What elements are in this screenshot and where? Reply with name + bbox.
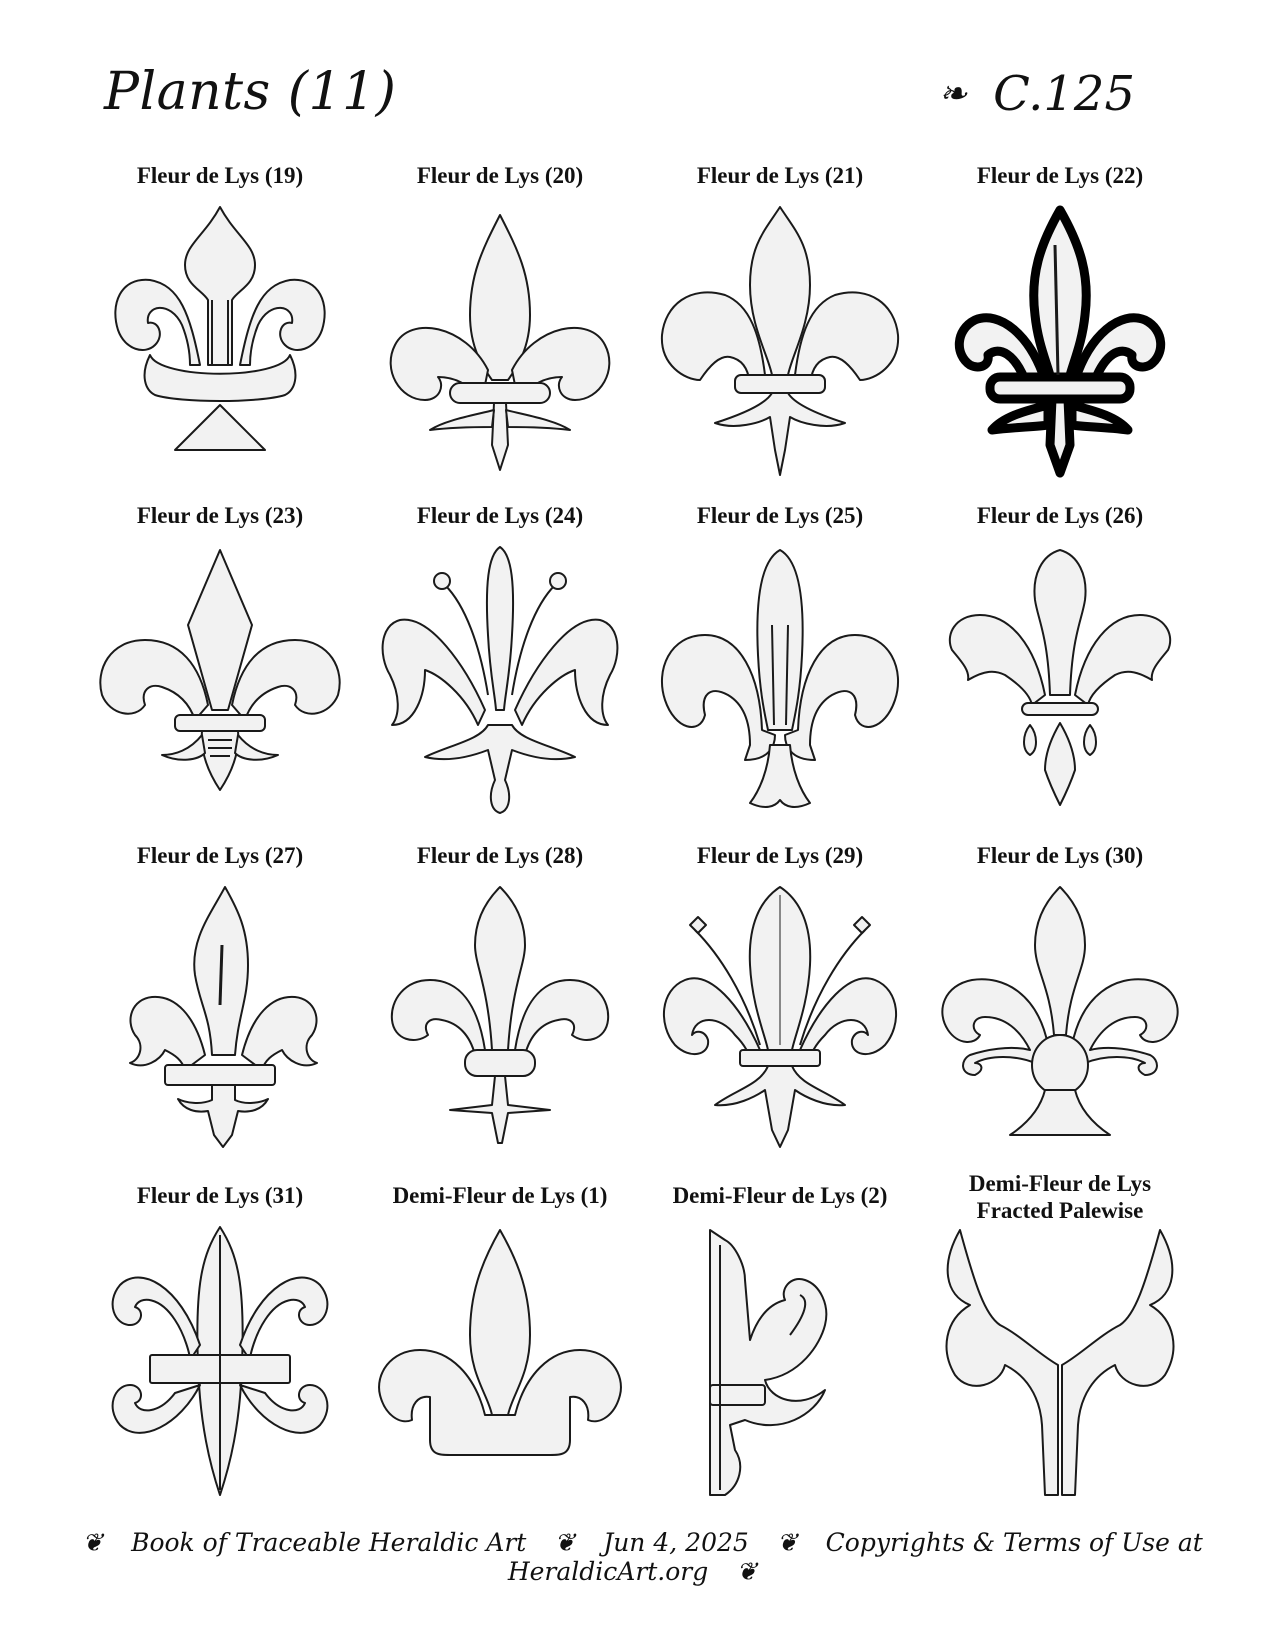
cell-label: Fleur de Lys (31) [136, 1183, 304, 1208]
cell-label-line1: Demi-Fleur de Lys [968, 1171, 1152, 1196]
fleur-de-lys-27-icon [90, 885, 350, 1160]
footer-ornament-icon: ❦ [776, 1528, 798, 1557]
cell-label: Fleur de Lys (30) [976, 843, 1144, 868]
cell-label: Demi-Fleur de Lys (2) [672, 1183, 888, 1208]
footer-ornament-icon: ❦ [736, 1557, 758, 1586]
fleur-de-lys-31-icon [90, 1225, 350, 1500]
fleur-de-lys-21-icon [650, 205, 910, 480]
cell-label-line2: Fracted Palewise [976, 1198, 1144, 1223]
cell-label: Fleur de Lys (22) [976, 163, 1144, 188]
grid-cell [360, 830, 640, 1170]
grid-cell [920, 1170, 1200, 1510]
demi-fleur-de-lys-fracted-palewise-icon [930, 1225, 1190, 1500]
fleur-de-lys-19-icon [90, 205, 350, 480]
cell-label: Fleur de Lys (26) [976, 503, 1144, 528]
page-title: Plants (11) [104, 62, 397, 122]
cell-label: Fleur de Lys (28) [416, 843, 584, 868]
demi-fleur-de-lys-2-icon [650, 1225, 910, 1500]
footer-book-title: Book of Traceable Heraldic Art [131, 1528, 527, 1557]
demi-fleur-de-lys-1-icon [370, 1225, 630, 1500]
cell-label: Fleur de Lys (24) [416, 503, 584, 528]
cell-label: Fleur de Lys (19) [136, 163, 304, 188]
cell-label: Fleur de Lys (25) [696, 503, 864, 528]
fleur-de-lys-22-icon [930, 205, 1190, 480]
grid-cell [640, 490, 920, 830]
fleur-de-lys-30-icon [930, 885, 1190, 1160]
fleur-de-lys-26-icon [930, 545, 1190, 820]
plate-code-text: C.125 [993, 66, 1135, 122]
leaf-ornament-icon: ❧ [938, 74, 968, 114]
cell-label: Fleur de Lys (27) [136, 843, 304, 868]
grid-cell [920, 490, 1200, 830]
fleur-grid [80, 150, 1200, 1510]
footer-ornament-icon: ❦ [554, 1528, 576, 1557]
grid-cell [920, 150, 1200, 490]
footer-date: Jun 4, 2025 [603, 1528, 749, 1557]
footer [0, 1528, 1275, 1586]
grid-cell [360, 1170, 640, 1510]
cell-label: Demi-Fleur de Lys (1) [392, 1183, 608, 1208]
grid-cell [360, 490, 640, 830]
fleur-de-lys-23-icon [90, 545, 350, 820]
cell-label: Fleur de Lys (29) [696, 843, 864, 868]
grid-cell [640, 1170, 920, 1510]
fleur-de-lys-25-icon [650, 545, 910, 820]
grid-cell [80, 490, 360, 830]
grid-cell [80, 150, 360, 490]
plate-code [939, 66, 1135, 122]
grid-cell [920, 830, 1200, 1170]
cell-label: Fleur de Lys (20) [416, 163, 584, 188]
cell-label [920, 1170, 1200, 1224]
footer-ornament-icon: ❦ [82, 1528, 104, 1557]
fleur-de-lys-20-icon [370, 205, 630, 480]
grid-cell [80, 1170, 360, 1510]
grid-cell [640, 150, 920, 490]
grid-cell [640, 830, 920, 1170]
grid-cell [80, 830, 360, 1170]
cell-label: Fleur de Lys (21) [696, 163, 864, 188]
fleur-de-lys-29-icon [650, 885, 910, 1160]
cell-label: Fleur de Lys (23) [136, 503, 304, 528]
grid-cell [360, 150, 640, 490]
footer-rights-link[interactable]: Copyrights & Terms of Use at HeraldicArt.org [507, 1528, 1203, 1586]
fleur-de-lys-28-icon [370, 885, 630, 1160]
fleur-de-lys-24-icon [370, 545, 630, 820]
